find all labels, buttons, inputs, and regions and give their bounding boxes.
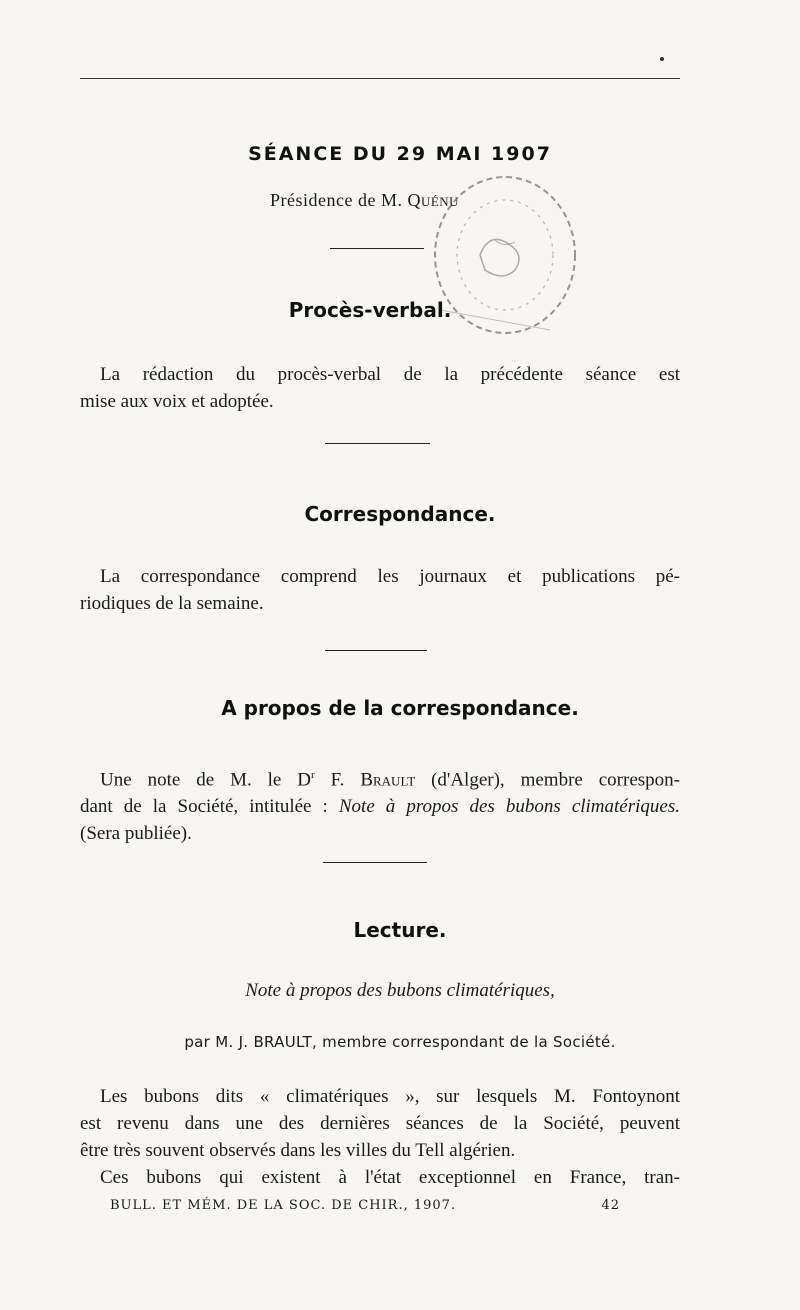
paragraph-correspondance: [80, 563, 680, 617]
superscript: r: [311, 769, 315, 781]
text-line: mise aux voix et adoptée.: [80, 391, 274, 412]
section-divider: [325, 443, 430, 444]
ink-dot: [660, 57, 664, 61]
text-fragment: F.: [314, 769, 361, 791]
text-line: être très souvent observés dans les villes du Tell algérien.: [80, 1140, 516, 1161]
text-line: La rédaction du procès-verbal de la précédente séance est: [100, 364, 680, 385]
page-footer: [110, 1198, 620, 1213]
byline: par M. J. BRAULT, membre correspondant de la Société.: [184, 1033, 616, 1051]
page-number: 42: [601, 1198, 620, 1213]
note-title: Note à propos des bubons climatériques,: [245, 980, 555, 1001]
president-name: Quénu: [407, 190, 460, 210]
note-title-inline: Note à propos des bubons climatériques.: [338, 796, 680, 818]
paragraph-lecture: [80, 1083, 680, 1191]
text-line: (Sera publiée).: [80, 823, 192, 845]
text-line: [80, 762, 680, 793]
section-divider: [330, 248, 424, 249]
text-fragment: (d'Alger), membre correspon-: [415, 769, 680, 791]
text-line: La correspondance comprend les journaux et publications pé-: [100, 566, 680, 587]
text-line: Les bubons dits « climatériques », sur lesquels M. Fontoynont: [100, 1086, 680, 1107]
text-fragment: dant de la Société, intitulée :: [80, 796, 339, 818]
text-line: est revenu dans une des dernières séances de la Société, peuvent: [80, 1113, 680, 1134]
paragraph-a-propos: [80, 762, 680, 847]
text-line: [80, 793, 680, 820]
section-divider: [323, 862, 427, 863]
heading-correspondance: Correspondance.: [304, 502, 496, 526]
seance-title: SÉANCE DU 29 MAI 1907: [248, 143, 552, 165]
text-fragment: Une note de M. le D: [100, 769, 311, 791]
paragraph-proces-verbal: [80, 361, 680, 415]
heading-proces-verbal: Procès-verbal.: [288, 298, 452, 322]
header-rule: [80, 78, 680, 79]
author-name: Brault: [360, 769, 416, 791]
heading-a-propos: A propos de la correspondance.: [221, 696, 579, 720]
presidence-prefix: Présidence de M.: [270, 190, 408, 210]
text-line: riodiques de la semaine.: [80, 593, 264, 614]
footer-journal: BULL. ET MÉM. DE LA SOC. DE CHIR., 1907.: [110, 1198, 457, 1213]
heading-lecture: Lecture.: [353, 918, 447, 942]
text-line: Ces bubons qui existent à l'état exceptionnel en France, tran-: [100, 1167, 680, 1188]
section-divider: [325, 650, 427, 651]
